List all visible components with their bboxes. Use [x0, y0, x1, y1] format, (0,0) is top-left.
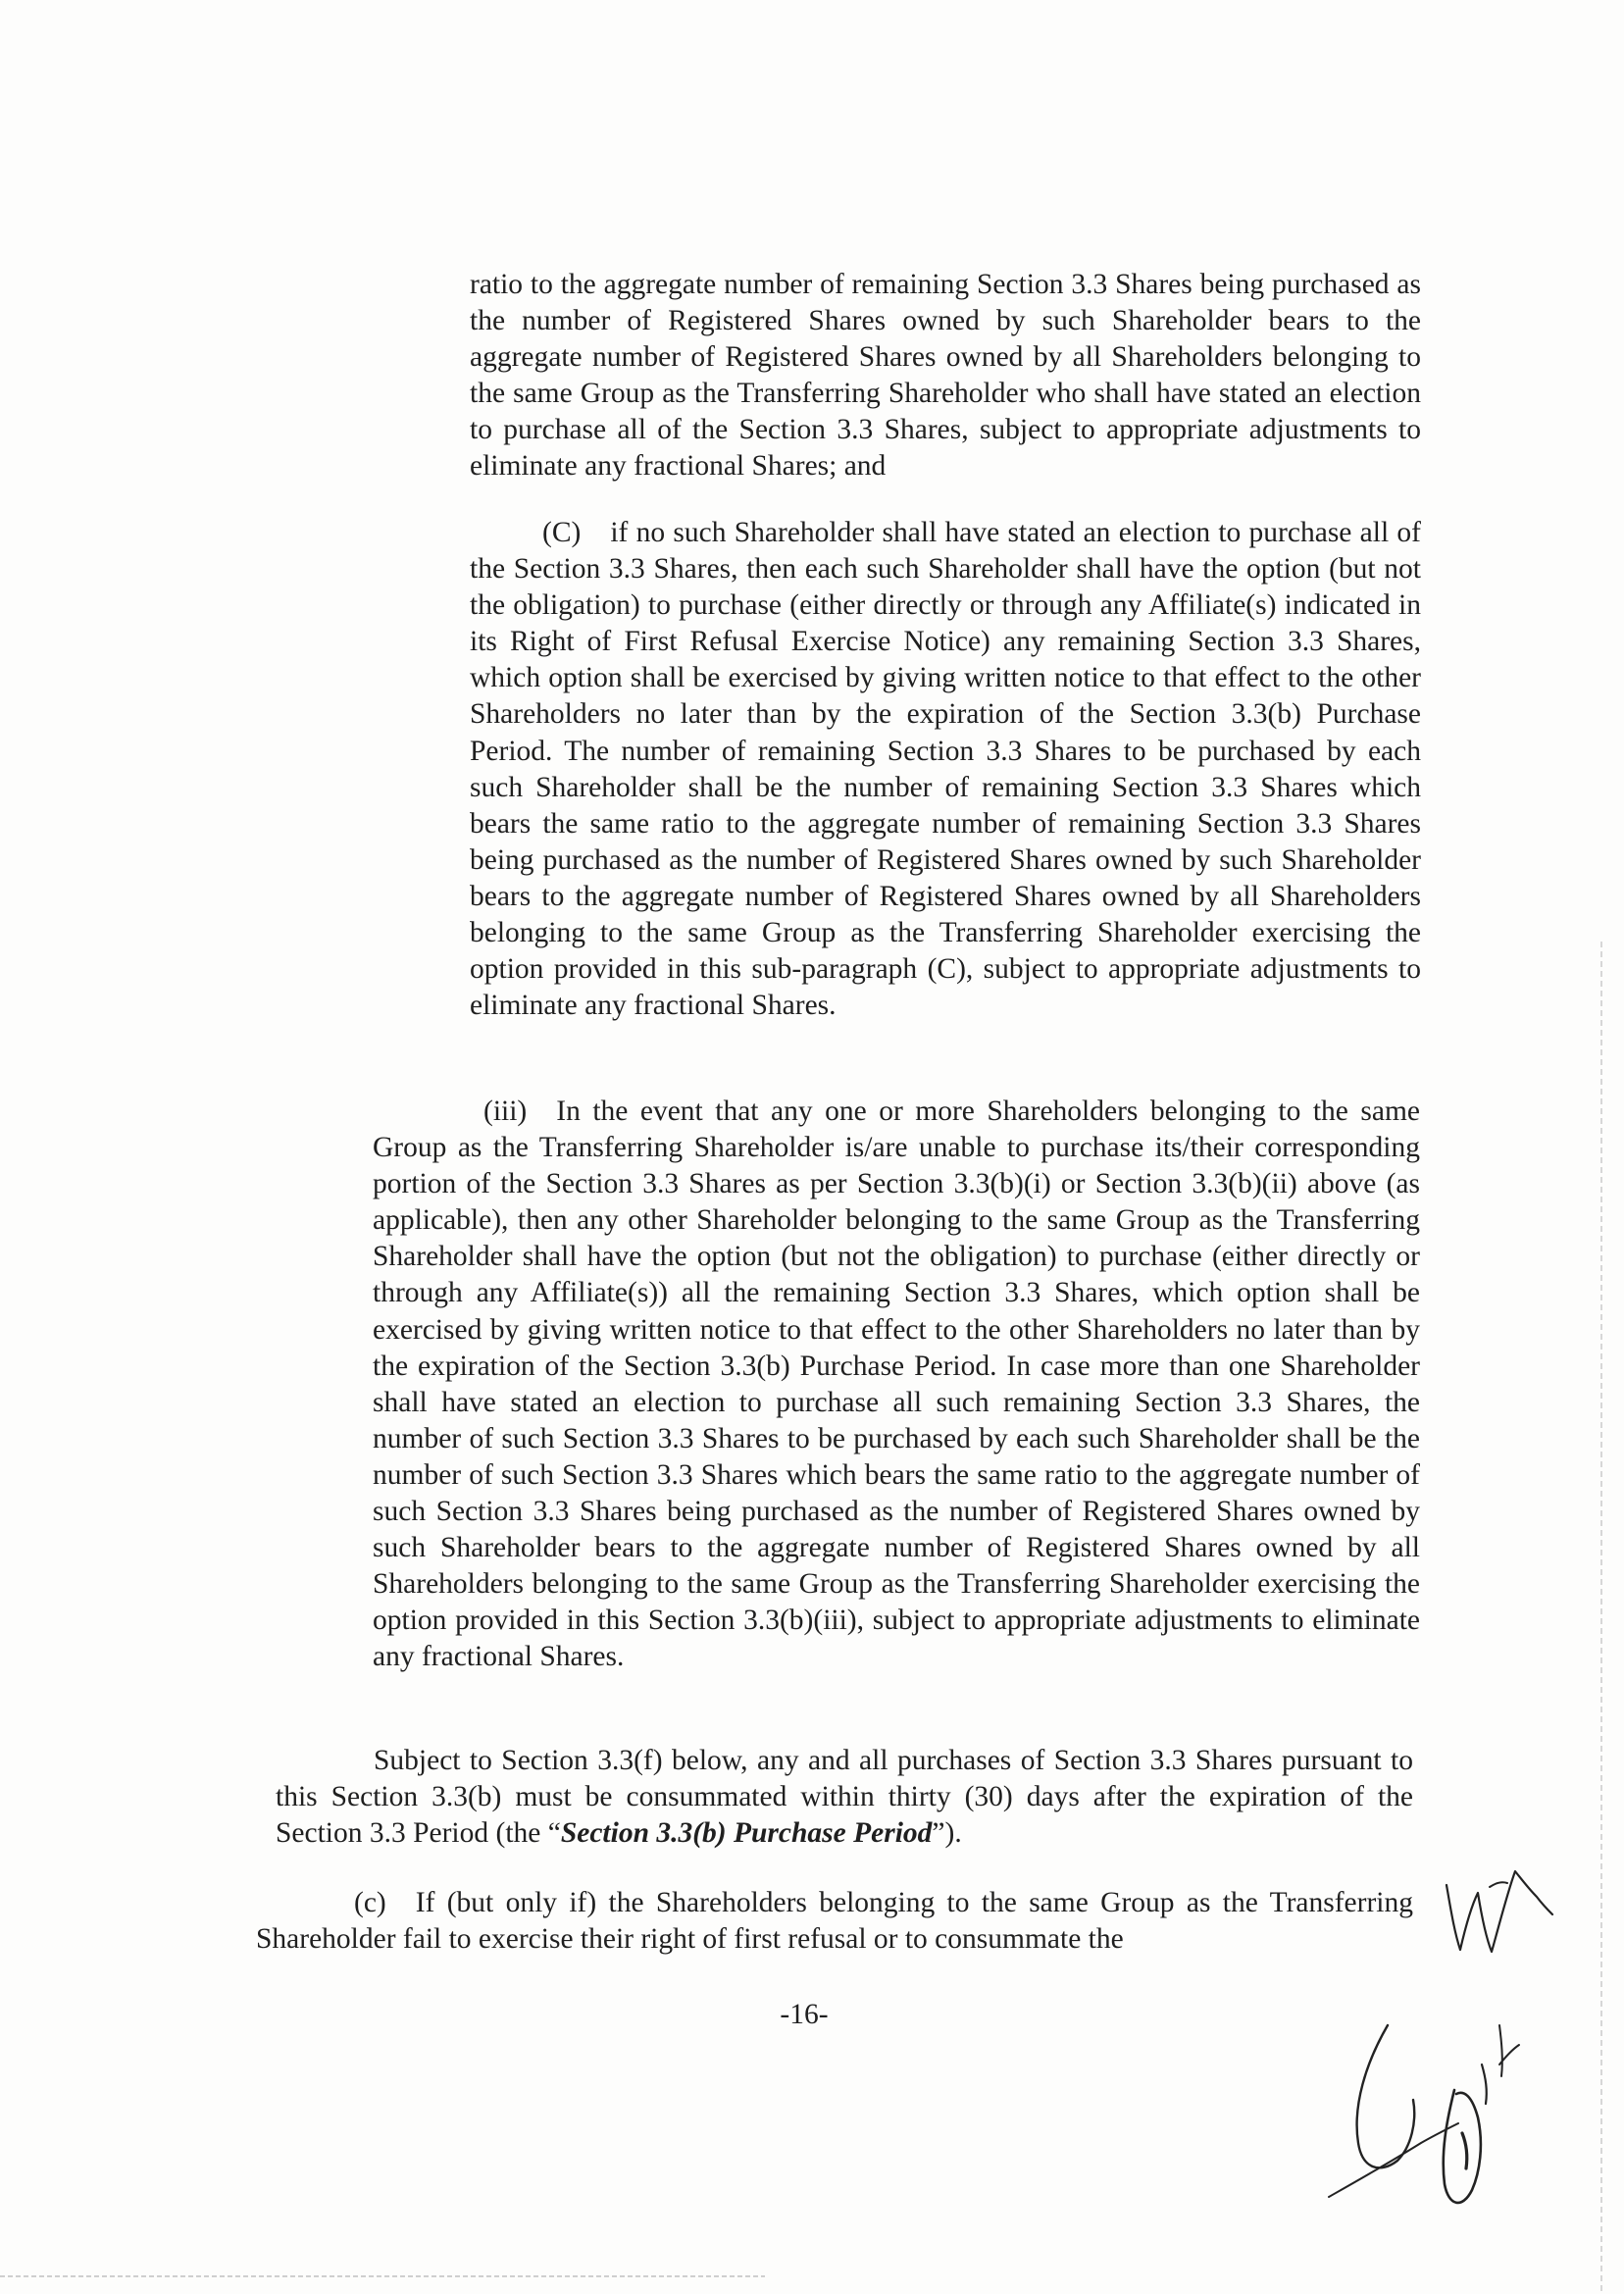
scan-edge-bottom — [0, 2275, 765, 2277]
signature-initials-scrawl — [1319, 1996, 1554, 2221]
paragraph-text: Subject to Section 3.3(f) below, any and all purchases of Section 3.3 Shares pursuant to this Section 3.3(b) must be consummated within thirty (30) days after the expiration of the Section 3.3 Period (the “ — [276, 1745, 1413, 1850]
paragraph-subject-to — [276, 1743, 1413, 1852]
paragraph-sub-c — [470, 515, 1421, 1024]
paragraph-text: ratio to the aggregate number of remaining Section 3.3 Shares being purchased as the number of Registered Shares owned by such Shareholder bears to the aggregate number of Registered Shares owned by all Shareholders belonging to the same Group as the Transferring Shareholder who shall have stated an election to purchase all of the Section 3.3 Shares, subject to appropriate adjustments to eliminate any fractional Shares; and — [470, 269, 1421, 483]
paragraph-label: (c) — [354, 1887, 386, 1918]
paragraph-text-end: ”). — [932, 1817, 962, 1850]
page-number: -16- — [780, 1999, 829, 2030]
paragraph-text: In the event that any one or more Shareholders belonging to the same Group as the Transferring Shareholder is/are unable to purchase its/their corresponding portion of the Section 3.3 Shares as per Section 3.3(b)(i) or Section 3.3(b)(ii) above (as applicable), then any other Shareholder belonging to the same Group as the Transferring Shareholder shall have the option (but not the obligation) to purchase (either directly or through any Affiliate(s)) all the remaining Section 3.3 Shares, which option shall be exercised by giving written notice to that effect to the other Shareholders no later than by the expiration of the Section 3.3(b) Purchase Period. In case more than one Shareholder shall have stated an election to purchase all such remaining Section 3.3 Shares, the number of such Section 3.3 Shares to be purchased by each such Shareholder shall be the number of such Section 3.3 Shares which bears the same ratio to the aggregate number of such Section 3.3 Shares being purchased as the number of Registered Shares owned by such Shareholder bears to the aggregate number of Registered Shares owned by all Shareholders belonging to the same Group as the Transferring Shareholder exercising the option provided in this Section 3.3(b)(iii), subject to appropriate adjustments to eliminate any fractional Shares. — [373, 1096, 1420, 1673]
defined-term: Section 3.3(b) Purchase Period — [560, 1817, 933, 1850]
paragraph-iii — [373, 1094, 1420, 1676]
paragraph-text: If (but only if) the Shareholders belonging to the same Group as the Transferring Shareholder fail to exercise their right of first refusal or to consummate the — [256, 1887, 1413, 1956]
paragraph-c — [256, 1885, 1413, 1958]
scan-edge-right — [1600, 942, 1602, 2294]
paragraph-label: (C) — [542, 517, 582, 548]
paragraph-ratio-continuation — [470, 267, 1421, 485]
signature-initials-wm — [1437, 1863, 1554, 1971]
paragraph-text: if no such Shareholder shall have stated an election to purchase all of the Section 3.3 Shares, then each such Shareholder shall have the option (but not the obligation) to purchase (either directly or through any Affiliate(s) indicated in its Right of First Refusal Exercise Notice) any remaining Section 3.3 Shares, which option shall be exercised by giving written notice to that effect to the other Shareholders no later than by the expiration of the Section 3.3(b) Purchase Period. The number of remaining Section 3.3 Shares to be purchased by each such Shareholder shall be the number of remaining Section 3.3 Shares which bears the same ratio to the aggregate number of remaining Section 3.3 Shares being purchased as the number of Registered Shares owned by such Shareholder bears to the aggregate number of Registered Shares owned by all Shareholders belonging to the same Group as the Transferring Shareholder exercising the option provided in this sub-paragraph (C), subject to appropriate adjustments to eliminate any fractional Shares. — [470, 517, 1421, 1022]
paragraph-label: (iii) — [483, 1096, 528, 1127]
